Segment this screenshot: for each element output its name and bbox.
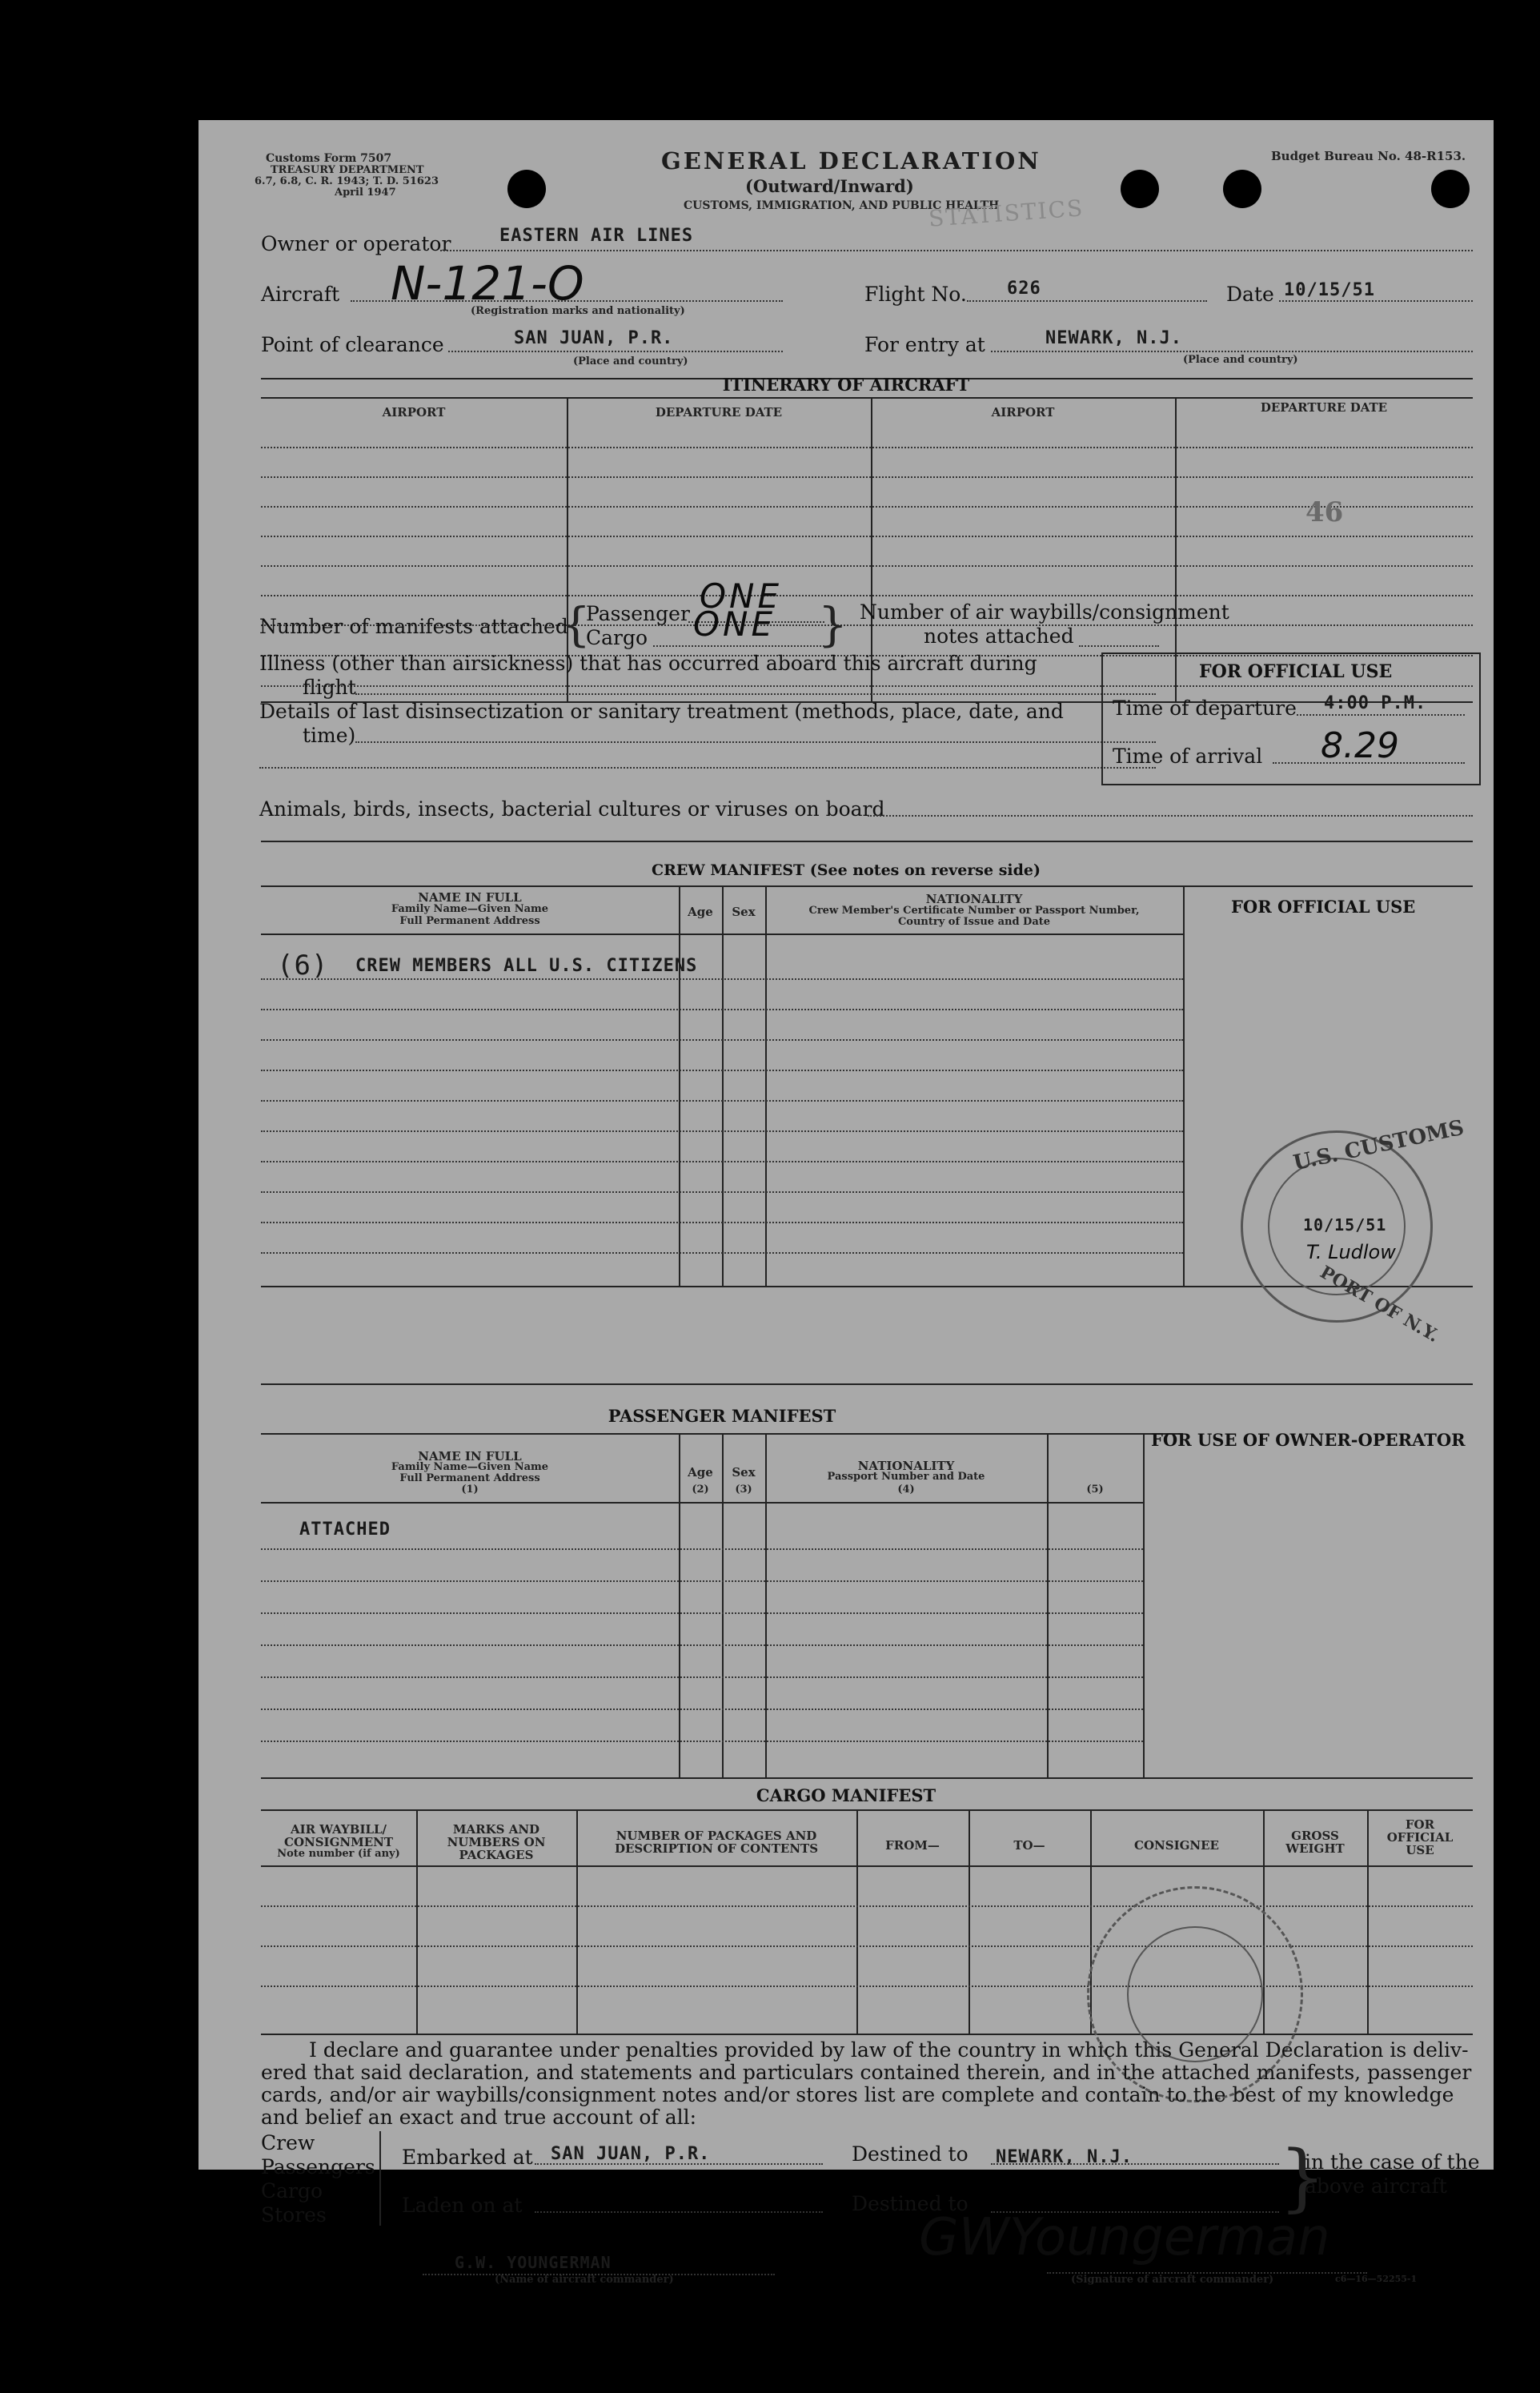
rule-line (991, 2163, 1279, 2165)
passengers-label: Passengers (261, 2155, 375, 2178)
destined-value: NEWARK, N.J. (996, 2147, 1133, 2167)
pass-col-1: (1) (461, 1484, 479, 1496)
for-entry-label: For entry at (864, 333, 985, 356)
declaration-line-1: I declare and guarantee under penalties provided by law of the country in which this General Declaration is deliv- (309, 2038, 1469, 2062)
crew-manifest-heading: CREW MANIFEST (See notes on reverse side) (651, 861, 1041, 879)
pass-col-5: (5) (1086, 1484, 1104, 1496)
punch-hole (1121, 170, 1159, 208)
in-case-label-1: in the case of the (1305, 2150, 1480, 2174)
cargo-manifests-value: ONE (693, 604, 776, 644)
cargo-manifest-heading: CARGO MANIFEST (756, 1785, 936, 1805)
waybills-label-1: Number of air waybills/consignment (860, 600, 1229, 624)
in-case-label-2: above aircraft (1305, 2174, 1447, 2198)
disinsect-label-1: Details of last disinsectization or sanitary treatment (methods, place, date, and (259, 700, 1064, 723)
time-arrival-value: 8.29 (1321, 725, 1399, 766)
laden-label: Laden on at (402, 2194, 523, 2217)
embarked-value: SAN JUAN, P.R. (551, 2144, 711, 2164)
cargo-packages-h2: DESCRIPTION OF CONTENTS (614, 1841, 819, 1856)
punch-hole (507, 170, 546, 208)
rule-line (1047, 2272, 1367, 2274)
crew-label: Crew (261, 2131, 315, 2154)
waybills-label-2: notes attached (924, 624, 1074, 648)
embarked-label: Embarked at (402, 2146, 533, 2169)
crew-name-header: NAME IN FULL (418, 890, 522, 905)
date-value: 10/15/51 (1284, 280, 1375, 300)
stores-label: Stores (261, 2203, 327, 2226)
rule-line (991, 2211, 1279, 2213)
aircraft-value: N-121-O (391, 256, 584, 311)
passenger-manifests-value: ONE (700, 576, 783, 616)
crew-country-header: Country of Issue and Date (897, 916, 1051, 928)
num-manifests-label: Number of manifests attached (259, 615, 568, 638)
pass-age-header: Age (688, 1465, 713, 1480)
punch-hole (1223, 170, 1261, 208)
pass-col-3: (3) (735, 1484, 752, 1496)
customs-stamp-initials: T. Ludlow (1306, 1241, 1396, 1263)
commander-name: G.W. YOUNGERMAN (455, 2253, 612, 2272)
statistics-stamp: STATISTICS (928, 195, 1085, 232)
place-country-note: (Place and country) (573, 355, 688, 367)
cargo-gross-h2: WEIGHT (1285, 1841, 1345, 1856)
form-agencies: CUSTOMS, IMMIGRATION, AND PUBLIC HEALTH (684, 199, 1000, 212)
passenger-manifest-heading: PASSENGER MANIFEST (608, 1406, 836, 1426)
itinerary-departure-2: DEPARTURE DATE (1260, 400, 1388, 415)
cargo-packages-h1: NUMBER OF PACKAGES AND (616, 1829, 817, 1843)
disinsect-label-2: time) (303, 724, 356, 747)
owner-operator-use: FOR USE OF OWNER-OPERATOR (1151, 1430, 1466, 1450)
time-arrival-label: Time of arrival (1113, 745, 1263, 768)
itinerary-departure-1: DEPARTURE DATE (655, 405, 783, 420)
itinerary-airport-1: AIRPORT (382, 405, 446, 420)
cargo-marks-h3: PACKAGES (459, 1848, 534, 1862)
destined-label-2: Destined to (852, 2192, 969, 2215)
declaration-line-2: ered that said declaration, and statements and particulars contained therein, and in the attached manifests, passenger (261, 2061, 1472, 2084)
regulations: 6.7, 6.8, C. R. 1943; T. D. 51623 (255, 175, 439, 187)
crew-entry: CREW MEMBERS ALL U.S. CITIZENS (355, 956, 698, 976)
pass-col-4: (4) (897, 1484, 915, 1496)
owner-value: EASTERN AIR LINES (499, 226, 694, 246)
commander-name-note: (Name of aircraft commander) (495, 2274, 674, 2286)
crew-sex-header: Sex (732, 905, 756, 919)
cargo-for-h1: FOR (1405, 1817, 1435, 1832)
form-subtitle: (Outward/Inward) (745, 176, 914, 196)
form-date: April 1947 (335, 187, 396, 199)
pass-name-header: NAME IN FULL (418, 1449, 522, 1464)
brace: { (561, 597, 591, 652)
cargo-gross-h1: GROSS (1291, 1829, 1339, 1843)
declaration-line-4: and belief an exact and true account of all: (261, 2106, 697, 2129)
budget-bureau: Budget Bureau No. 48-R153. (1271, 149, 1466, 163)
general-declaration-form (199, 120, 1494, 2286)
aircraft-label: Aircraft (261, 283, 340, 306)
itinerary-mark: 46 (1305, 496, 1344, 528)
cargo-from-header: FROM— (885, 1838, 940, 1853)
pass-passport-header: Passport Number and Date (827, 1471, 985, 1483)
form-title: GENERAL DECLARATION (661, 147, 1041, 175)
customs-stamp-ring: U.S. CUSTOMS (1291, 1115, 1466, 1176)
pass-sex-header: Sex (732, 1465, 756, 1480)
flight-no-label: Flight No. (864, 283, 967, 306)
flight-no-value: 626 (1007, 279, 1041, 299)
cargo-for-h2: OFFICIAL (1386, 1830, 1454, 1845)
rule-line (379, 2131, 381, 2226)
rule-line (535, 2163, 823, 2165)
cargo-waybill-h3: Note number (if any) (277, 1848, 400, 1860)
rule-line (535, 2211, 823, 2213)
declaration-line-3: cards, and/or air waybills/consignment notes and/or stores list are complete and contain to the best of my knowledge (261, 2083, 1454, 2106)
cargo-consignee-header: CONSIGNEE (1134, 1838, 1219, 1853)
registration-note: (Registration marks and nationality) (471, 305, 685, 317)
cargo-waybill-h1: AIR WAYBILL/ (290, 1822, 387, 1837)
passenger-entry: ATTACHED (299, 1520, 391, 1540)
cargo-to-header: TO— (1013, 1838, 1045, 1853)
pass-nationality-header: NATIONALITY (857, 1459, 955, 1473)
crew-full-address: Full Permanent Address (399, 915, 540, 927)
cargo-waybill-h2: CONSIGNMENT (284, 1835, 393, 1849)
date-label: Date (1226, 283, 1274, 306)
point-clearance-value: SAN JUAN, P.R. (514, 328, 674, 348)
official-use-heading: FOR OFFICIAL USE (1199, 661, 1393, 682)
owner-label: Owner or operator (261, 232, 451, 255)
signature: GWYoungerman (919, 2208, 1330, 2267)
itinerary-airport-2: AIRPORT (991, 405, 1055, 420)
signature-note: (Signature of aircraft commander) (1071, 2274, 1274, 2286)
point-clearance-label: Point of clearance (261, 333, 444, 356)
time-departure-label: Time of departure (1113, 697, 1297, 720)
time-departure-value: 4:00 P.M. (1324, 693, 1427, 713)
rule-line (423, 2274, 775, 2275)
punch-hole (1431, 170, 1470, 208)
illness-label-1: Illness (other than airsickness) that has occurred aboard this aircraft during (259, 652, 1037, 675)
cargo-marks-h1: MARKS AND (452, 1822, 540, 1837)
passenger-label: Passenger (586, 602, 690, 625)
pass-full-address: Full Permanent Address (399, 1472, 540, 1484)
closing-brace: } (1279, 2134, 1326, 2220)
animals-label: Animals, birds, insects, bacterial cultures or viruses on board (259, 797, 885, 821)
customs-stamp-date: 10/15/51 (1303, 1215, 1387, 1235)
cargo-stores-cargo-label: Cargo (261, 2179, 323, 2202)
cargo-for-h3: USE (1406, 1843, 1434, 1857)
cargo-marks-h2: NUMBERS ON (447, 1835, 546, 1849)
crew-count: (6) (277, 950, 329, 982)
for-entry-value: NEWARK, N.J. (1045, 328, 1182, 348)
customs-stamp-port: PORT OF N.Y. (1316, 1261, 1443, 1347)
crew-official-use: FOR OFFICIAL USE (1231, 897, 1416, 917)
department: TREASURY DEPARTMENT (271, 164, 424, 176)
illness-label-2: flight (303, 676, 356, 699)
print-code: c6—16—52255-1 (1335, 2274, 1418, 2284)
crew-family-given: Family Name—Given Name (391, 903, 549, 915)
brace-close: } (818, 597, 848, 652)
crew-cert-header: Crew Member's Certificate Number or Passport Number, (808, 905, 1140, 917)
itinerary-heading: ITINERARY OF AIRCRAFT (722, 375, 970, 395)
crew-nationality-header: NATIONALITY (925, 892, 1023, 906)
destined-label-1: Destined to (852, 2142, 969, 2166)
place-country-note-2: (Place and country) (1183, 354, 1298, 366)
form-number: Customs Form 7507 (266, 152, 392, 165)
cargo-label: Cargo (586, 626, 648, 649)
crew-age-header: Age (688, 905, 713, 919)
pass-family-given: Family Name—Given Name (391, 1461, 549, 1473)
pass-col-2: (2) (692, 1484, 709, 1496)
